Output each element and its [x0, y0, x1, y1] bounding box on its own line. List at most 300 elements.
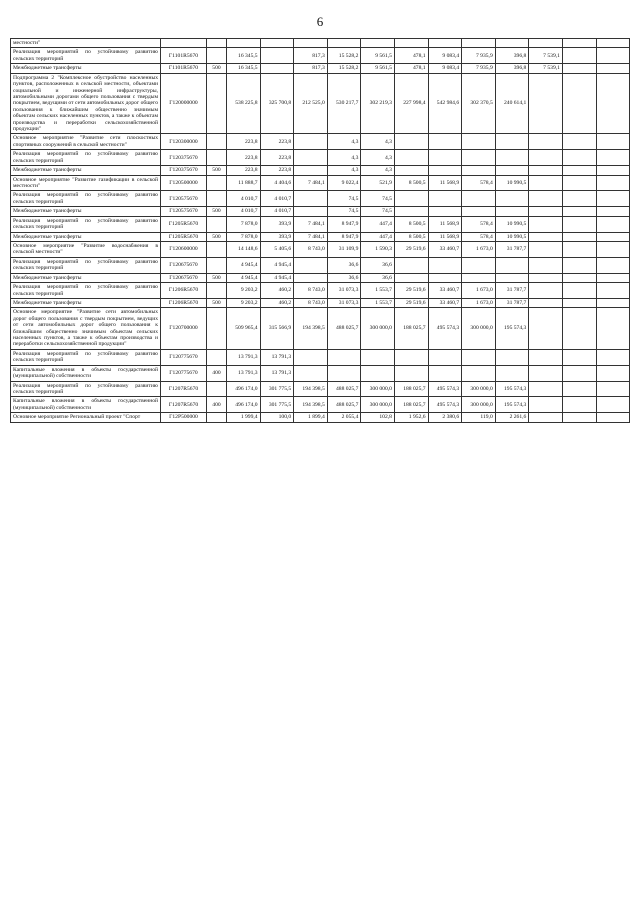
- row-value-cell: 11 568,9: [428, 232, 462, 241]
- row-value-cell: [596, 175, 630, 191]
- table-row: [11, 273, 630, 282]
- table-row: [11, 308, 630, 350]
- row-value-cell: 119,0: [462, 413, 496, 422]
- row-value-cell: 8 743,0: [294, 283, 328, 299]
- row-value-cell: 8 947,9: [327, 216, 361, 232]
- row-value-cell: [462, 207, 496, 216]
- row-value-cell: 16 345,5: [227, 64, 261, 73]
- row-value-cell: [495, 273, 529, 282]
- row-code-cell: Г1207R5670: [161, 397, 207, 413]
- row-value-cell: [596, 308, 630, 350]
- row-value-cell: [596, 207, 630, 216]
- row-value-cell: 74,5: [327, 207, 361, 216]
- page-number: 6: [316, 14, 324, 29]
- row-expense-type-cell: [207, 134, 227, 150]
- row-value-cell: [294, 207, 328, 216]
- row-code-cell: Г120600000: [161, 241, 207, 257]
- table-row: [11, 150, 630, 166]
- row-expense-type-cell: 500: [207, 273, 227, 282]
- row-value-cell: 478,1: [394, 48, 428, 64]
- row-value-cell: [495, 365, 529, 381]
- row-value-cell: 74,5: [361, 207, 395, 216]
- row-value-cell: 100,0: [260, 413, 294, 422]
- row-value-cell: 4,3: [361, 134, 395, 150]
- row-value-cell: 578,4: [462, 232, 496, 241]
- row-value-cell: 300 000,0: [462, 397, 496, 413]
- row-value-cell: [462, 257, 496, 273]
- table-row: [11, 134, 630, 150]
- row-value-cell: 460,2: [260, 298, 294, 307]
- row-value-cell: [495, 191, 529, 207]
- row-value-cell: 14 148,6: [227, 241, 261, 257]
- row-value-cell: [529, 298, 563, 307]
- row-value-cell: [294, 134, 328, 150]
- row-value-cell: [462, 191, 496, 207]
- row-value-cell: 1 999,4: [227, 413, 261, 422]
- row-value-cell: 11 888,7: [227, 175, 261, 191]
- table-row: [11, 39, 630, 48]
- row-value-cell: [394, 150, 428, 166]
- row-value-cell: [562, 207, 596, 216]
- row-value-cell: 15 528,2: [327, 64, 361, 73]
- row-value-cell: 195 574,3: [495, 397, 529, 413]
- row-value-cell: 11 568,9: [428, 175, 462, 191]
- row-value-cell: [361, 365, 395, 381]
- row-value-cell: 13 791,3: [260, 365, 294, 381]
- row-expense-type-cell: [207, 257, 227, 273]
- row-expense-type-cell: [207, 413, 227, 422]
- row-value-cell: [529, 397, 563, 413]
- row-value-cell: 29 519,6: [394, 283, 428, 299]
- row-value-cell: [596, 273, 630, 282]
- row-value-cell: [562, 241, 596, 257]
- row-value-cell: 7 484,1: [294, 232, 328, 241]
- row-value-cell: [562, 64, 596, 73]
- row-expense-type-cell: 500: [207, 64, 227, 73]
- row-value-cell: [529, 308, 563, 350]
- row-value-cell: 31 787,7: [495, 241, 529, 257]
- row-value-cell: 530 217,7: [327, 73, 361, 134]
- row-value-cell: [596, 48, 630, 64]
- row-value-cell: [562, 273, 596, 282]
- row-name-cell: Подпрограмма 2 "Комплексное обустройство населенных пунктов, расположенных в сельской местности, объектами социальной и инженерной инфраструктуры, автомобильными дорогами общего пользования с твердым покрытием, ведущими от сети автомобильных дорог общего пользования к ближайшим общественно значимым объектам сельских населенных пунктов, а также к объектам производства и переработки сельскохозяйственной продукции": [11, 73, 161, 134]
- row-value-cell: [394, 349, 428, 365]
- row-value-cell: [495, 257, 529, 273]
- row-value-cell: 4 010,7: [227, 191, 261, 207]
- row-value-cell: [227, 39, 261, 48]
- row-value-cell: 10 990,5: [495, 216, 529, 232]
- row-value-cell: 9 083,4: [428, 48, 462, 64]
- row-value-cell: [596, 166, 630, 175]
- row-value-cell: 478,1: [394, 64, 428, 73]
- row-value-cell: [394, 257, 428, 273]
- row-value-cell: 495 574,3: [428, 381, 462, 397]
- table-row: [11, 397, 630, 413]
- row-name-cell: Капитальные вложения в объекты государственной (муниципальной) собственности: [11, 397, 161, 413]
- row-value-cell: 7 539,1: [529, 64, 563, 73]
- row-value-cell: 74,5: [361, 191, 395, 207]
- row-code-cell: Г120700000: [161, 308, 207, 350]
- row-value-cell: [428, 134, 462, 150]
- table-row: [11, 257, 630, 273]
- row-value-cell: [462, 273, 496, 282]
- row-value-cell: [529, 175, 563, 191]
- row-value-cell: 31 787,7: [495, 298, 529, 307]
- row-value-cell: [562, 73, 596, 134]
- row-value-cell: [596, 134, 630, 150]
- row-value-cell: [260, 39, 294, 48]
- row-value-cell: [394, 365, 428, 381]
- row-expense-type-cell: 500: [207, 232, 227, 241]
- row-value-cell: 4 945,4: [227, 273, 261, 282]
- row-value-cell: [596, 150, 630, 166]
- row-expense-type-cell: [207, 150, 227, 166]
- row-value-cell: 7 878,0: [227, 232, 261, 241]
- row-value-cell: 578,4: [462, 216, 496, 232]
- row-value-cell: 496 174,0: [227, 397, 261, 413]
- row-value-cell: 74,5: [327, 191, 361, 207]
- row-value-cell: [529, 241, 563, 257]
- row-value-cell: 5 405,6: [260, 241, 294, 257]
- row-value-cell: 9 083,4: [428, 64, 462, 73]
- row-code-cell: Г1207R5670: [161, 381, 207, 397]
- row-value-cell: [529, 349, 563, 365]
- row-code-cell: Г120575670: [161, 191, 207, 207]
- row-value-cell: [562, 191, 596, 207]
- row-value-cell: 300 000,0: [361, 381, 395, 397]
- row-name-cell: Реализация мероприятий по устойчивому развитию сельских территорий: [11, 257, 161, 273]
- row-code-cell: Г120675670: [161, 257, 207, 273]
- row-name-cell: Реализация мероприятий по устойчивому развитию сельских территорий: [11, 381, 161, 397]
- row-value-cell: 542 984,6: [428, 73, 462, 134]
- table-row: [11, 207, 630, 216]
- budget-table-body: [11, 39, 630, 423]
- row-value-cell: [394, 39, 428, 48]
- row-code-cell: Г1101R5670: [161, 48, 207, 64]
- row-name-cell: Основное мероприятие "Развитие водоснабжения в сельской местности": [11, 241, 161, 257]
- row-value-cell: 325 700,8: [260, 73, 294, 134]
- row-value-cell: 302 219,3: [361, 73, 395, 134]
- table-row: [11, 349, 630, 365]
- row-value-cell: 302 370,5: [462, 73, 496, 134]
- row-value-cell: 10 990,5: [495, 175, 529, 191]
- table-row: [11, 73, 630, 134]
- row-value-cell: 36,6: [361, 273, 395, 282]
- row-value-cell: 11 568,9: [428, 216, 462, 232]
- row-code-cell: Г120500000: [161, 175, 207, 191]
- row-code-cell: Г1206R5670: [161, 283, 207, 299]
- row-value-cell: [361, 39, 395, 48]
- row-value-cell: 509 965,4: [227, 308, 261, 350]
- row-value-cell: [562, 308, 596, 350]
- row-value-cell: 4 404,6: [260, 175, 294, 191]
- row-value-cell: 817,3: [294, 64, 328, 73]
- row-value-cell: [294, 273, 328, 282]
- table-row: [11, 365, 630, 381]
- row-value-cell: 1 553,7: [361, 298, 395, 307]
- row-expense-type-cell: [207, 349, 227, 365]
- row-value-cell: [596, 39, 630, 48]
- row-value-cell: 15 528,2: [327, 48, 361, 64]
- row-value-cell: [294, 150, 328, 166]
- row-value-cell: 31 073,3: [327, 283, 361, 299]
- row-value-cell: 7 935,9: [462, 48, 496, 64]
- row-code-cell: Г120300000: [161, 134, 207, 150]
- row-name-cell: Основное мероприятие "Развитие сети плоскостных спортивных сооружений в сельской местности": [11, 134, 161, 150]
- row-name-cell: Капитальные вложения в объекты государственной (муниципальной) собственности: [11, 365, 161, 381]
- row-code-cell: Г120575670: [161, 207, 207, 216]
- row-value-cell: 7 484,1: [294, 216, 328, 232]
- row-value-cell: [361, 349, 395, 365]
- row-value-cell: 396,8: [495, 64, 529, 73]
- row-value-cell: 8 500,5: [394, 232, 428, 241]
- row-value-cell: [596, 257, 630, 273]
- row-value-cell: 488 025,7: [327, 397, 361, 413]
- row-value-cell: [495, 349, 529, 365]
- row-value-cell: [428, 191, 462, 207]
- row-value-cell: 1 590,3: [361, 241, 395, 257]
- row-value-cell: [428, 150, 462, 166]
- table-row: [11, 191, 630, 207]
- row-value-cell: [428, 39, 462, 48]
- row-value-cell: 7 539,1: [529, 48, 563, 64]
- row-name-cell: Межбюджетные трансферты: [11, 64, 161, 73]
- row-value-cell: [495, 39, 529, 48]
- row-value-cell: 194 398,5: [294, 397, 328, 413]
- row-value-cell: [596, 298, 630, 307]
- row-value-cell: [462, 166, 496, 175]
- row-value-cell: 488 025,7: [327, 308, 361, 350]
- row-value-cell: [596, 397, 630, 413]
- row-value-cell: [495, 134, 529, 150]
- row-value-cell: 194 398,5: [294, 381, 328, 397]
- row-value-cell: 4,3: [361, 150, 395, 166]
- row-expense-type-cell: [207, 381, 227, 397]
- row-value-cell: [327, 365, 361, 381]
- row-value-cell: 301 775,5: [260, 397, 294, 413]
- row-value-cell: 9 561,5: [361, 48, 395, 64]
- row-value-cell: [562, 283, 596, 299]
- row-value-cell: 4 010,7: [227, 207, 261, 216]
- row-value-cell: [294, 349, 328, 365]
- row-value-cell: 195 574,3: [495, 381, 529, 397]
- row-value-cell: 521,9: [361, 175, 395, 191]
- row-code-cell: Г1205R5670: [161, 216, 207, 232]
- row-value-cell: 33 460,7: [428, 283, 462, 299]
- row-value-cell: [495, 207, 529, 216]
- row-value-cell: [529, 134, 563, 150]
- row-value-cell: 13 791,3: [227, 349, 261, 365]
- table-row: [11, 216, 630, 232]
- row-value-cell: [596, 64, 630, 73]
- row-value-cell: [428, 349, 462, 365]
- row-value-cell: [596, 73, 630, 134]
- row-value-cell: 9 561,5: [361, 64, 395, 73]
- row-expense-type-cell: 400: [207, 397, 227, 413]
- row-expense-type-cell: 500: [207, 207, 227, 216]
- budget-table: [10, 38, 630, 423]
- row-value-cell: 36,6: [327, 257, 361, 273]
- row-value-cell: [394, 273, 428, 282]
- row-value-cell: 31 787,7: [495, 283, 529, 299]
- row-value-cell: [562, 134, 596, 150]
- row-value-cell: 102,8: [361, 413, 395, 422]
- row-value-cell: 488 025,7: [327, 381, 361, 397]
- table-row: [11, 175, 630, 191]
- row-value-cell: [596, 349, 630, 365]
- row-value-cell: [596, 241, 630, 257]
- row-name-cell: Реализация мероприятий по устойчивому развитию сельских территорий: [11, 191, 161, 207]
- row-code-cell: Г120375670: [161, 166, 207, 175]
- row-value-cell: 396,8: [495, 48, 529, 64]
- row-value-cell: [495, 166, 529, 175]
- row-value-cell: 31 109,9: [327, 241, 361, 257]
- row-value-cell: [529, 283, 563, 299]
- row-value-cell: 301 775,5: [260, 381, 294, 397]
- row-code-cell: Г120000000: [161, 73, 207, 134]
- row-name-cell: Основное мероприятие "Развитие сети автомобильных дорог общего пользования с твердым покрытием, ведущих от сети автомобильных дорог общего пользования к ближайшим общественно значимым объектам сельских населенных пунктов, а также к объектам производства и переработки сельскохозяйственной продукции": [11, 308, 161, 350]
- row-value-cell: [294, 257, 328, 273]
- row-value-cell: 9 022,4: [327, 175, 361, 191]
- row-value-cell: [562, 232, 596, 241]
- row-value-cell: 8 743,0: [294, 298, 328, 307]
- row-value-cell: [294, 191, 328, 207]
- row-code-cell: Г1206R5670: [161, 298, 207, 307]
- row-value-cell: 223,8: [260, 150, 294, 166]
- row-code-cell: Г120775670: [161, 349, 207, 365]
- table-row: [11, 241, 630, 257]
- row-code-cell: Г1205R5670: [161, 232, 207, 241]
- row-value-cell: 4,3: [361, 166, 395, 175]
- row-value-cell: [529, 216, 563, 232]
- row-value-cell: 315 566,9: [260, 308, 294, 350]
- row-value-cell: [596, 283, 630, 299]
- row-expense-type-cell: 500: [207, 298, 227, 307]
- row-value-cell: 1 553,7: [361, 283, 395, 299]
- row-name-cell: местности": [11, 39, 161, 48]
- table-row: [11, 298, 630, 307]
- row-name-cell: Межбюджетные трансферты: [11, 207, 161, 216]
- row-value-cell: 4 945,4: [227, 257, 261, 273]
- row-value-cell: [596, 216, 630, 232]
- row-name-cell: Реализация мероприятий по устойчивому развитию сельских территорий: [11, 216, 161, 232]
- row-value-cell: 8 500,5: [394, 175, 428, 191]
- row-value-cell: 1 673,0: [462, 241, 496, 257]
- table-row: [11, 166, 630, 175]
- row-value-cell: [394, 134, 428, 150]
- row-value-cell: [562, 413, 596, 422]
- row-value-cell: 447,4: [361, 216, 395, 232]
- row-value-cell: 300 000,0: [361, 308, 395, 350]
- row-value-cell: [529, 166, 563, 175]
- row-value-cell: [327, 39, 361, 48]
- row-name-cell: Реализация мероприятий по устойчивому развитию сельских территорий: [11, 48, 161, 64]
- row-value-cell: 188 025,7: [394, 397, 428, 413]
- row-value-cell: [562, 48, 596, 64]
- row-value-cell: 31 073,3: [327, 298, 361, 307]
- row-value-cell: [529, 257, 563, 273]
- row-value-cell: [562, 381, 596, 397]
- row-value-cell: [562, 397, 596, 413]
- row-value-cell: 4 945,4: [260, 257, 294, 273]
- table-row: [11, 413, 630, 422]
- row-value-cell: 300 000,0: [462, 381, 496, 397]
- row-name-cell: Реализация мероприятий по устойчивому развитию сельских территорий: [11, 283, 161, 299]
- row-value-cell: 223,8: [227, 166, 261, 175]
- row-value-cell: [596, 381, 630, 397]
- row-value-cell: 495 574,3: [428, 397, 462, 413]
- row-value-cell: [294, 39, 328, 48]
- row-value-cell: 223,8: [227, 150, 261, 166]
- row-code-cell: Г120775670: [161, 365, 207, 381]
- row-value-cell: 4 010,7: [260, 191, 294, 207]
- row-value-cell: 2 380,6: [428, 413, 462, 422]
- row-value-cell: 227 998,4: [394, 73, 428, 134]
- row-value-cell: 223,8: [260, 134, 294, 150]
- row-expense-type-cell: 500: [207, 166, 227, 175]
- row-value-cell: [327, 349, 361, 365]
- table-row: [11, 283, 630, 299]
- row-value-cell: [596, 191, 630, 207]
- row-value-cell: 7 484,1: [294, 175, 328, 191]
- row-value-cell: [428, 365, 462, 381]
- row-code-cell: Г12P500000: [161, 413, 207, 422]
- row-value-cell: [562, 166, 596, 175]
- row-value-cell: 36,6: [327, 273, 361, 282]
- row-value-cell: [562, 257, 596, 273]
- row-expense-type-cell: [207, 241, 227, 257]
- row-value-cell: 8 743,0: [294, 241, 328, 257]
- row-value-cell: 9 203,2: [227, 298, 261, 307]
- row-value-cell: [562, 39, 596, 48]
- row-value-cell: [428, 273, 462, 282]
- row-value-cell: [596, 413, 630, 422]
- row-value-cell: 194 398,5: [294, 308, 328, 350]
- row-value-cell: [495, 150, 529, 166]
- row-value-cell: [529, 150, 563, 166]
- row-name-cell: Основное мероприятие "Развитие газификации в сельской местности": [11, 175, 161, 191]
- row-name-cell: Межбюджетные трансферты: [11, 273, 161, 282]
- row-value-cell: [529, 365, 563, 381]
- budget-sheet: [10, 38, 630, 898]
- row-value-cell: 495 574,3: [428, 308, 462, 350]
- row-value-cell: [462, 349, 496, 365]
- row-value-cell: [562, 216, 596, 232]
- row-value-cell: 8 500,5: [394, 216, 428, 232]
- table-row: [11, 48, 630, 64]
- row-value-cell: 2 261,6: [495, 413, 529, 422]
- row-expense-type-cell: 400: [207, 365, 227, 381]
- row-value-cell: 195 574,3: [495, 308, 529, 350]
- row-value-cell: [462, 134, 496, 150]
- row-value-cell: [462, 150, 496, 166]
- row-value-cell: 7 935,9: [462, 64, 496, 73]
- row-name-cell: Межбюджетные трансферты: [11, 232, 161, 241]
- row-value-cell: [294, 365, 328, 381]
- row-value-cell: 447,4: [361, 232, 395, 241]
- row-expense-type-cell: [207, 73, 227, 134]
- row-value-cell: 1 899,4: [294, 413, 328, 422]
- row-code-cell: Г120375670: [161, 150, 207, 166]
- row-value-cell: [428, 166, 462, 175]
- row-value-cell: 13 791,3: [227, 365, 261, 381]
- row-value-cell: 1 952,6: [394, 413, 428, 422]
- row-value-cell: 188 025,7: [394, 381, 428, 397]
- row-value-cell: 1 673,0: [462, 298, 496, 307]
- row-value-cell: 496 174,0: [227, 381, 261, 397]
- row-value-cell: 4,3: [327, 150, 361, 166]
- row-value-cell: [562, 298, 596, 307]
